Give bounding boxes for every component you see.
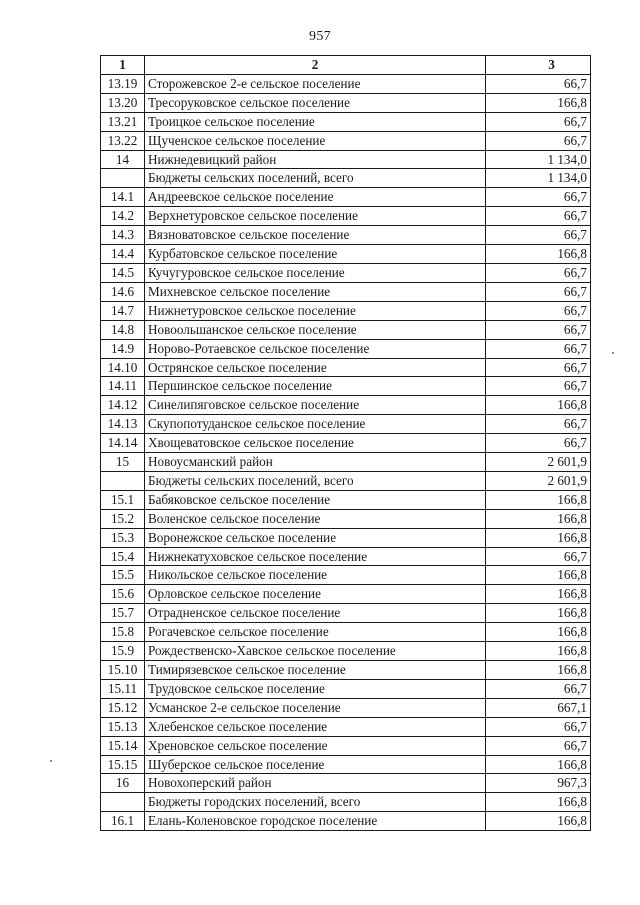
row-amount: 166,8 <box>486 528 591 547</box>
row-amount: 166,8 <box>486 245 591 264</box>
header-col-1: 1 <box>101 56 145 75</box>
row-number: 15.5 <box>101 566 145 585</box>
row-number: 16 <box>101 774 145 793</box>
row-number: 15.8 <box>101 623 145 642</box>
row-amount: 2 601,9 <box>486 471 591 490</box>
table-row <box>101 377 591 396</box>
row-amount: 66,7 <box>486 131 591 150</box>
table-row <box>101 698 591 717</box>
row-amount: 66,7 <box>486 717 591 736</box>
row-name: Никольское сельское поселение <box>145 566 486 585</box>
row-number: 14.12 <box>101 396 145 415</box>
row-number: 14 <box>101 150 145 169</box>
table-row <box>101 604 591 623</box>
row-name: Орловское сельское поселение <box>145 585 486 604</box>
row-number: 14.13 <box>101 415 145 434</box>
row-amount: 66,7 <box>486 226 591 245</box>
row-number: 14.1 <box>101 188 145 207</box>
row-number <box>101 471 145 490</box>
row-amount: 166,8 <box>486 793 591 812</box>
row-number: 15.3 <box>101 528 145 547</box>
row-name: Щученское сельское поселение <box>145 131 486 150</box>
row-name: Хлебенское сельское поселение <box>145 717 486 736</box>
row-name: Шуберское сельское поселение <box>145 755 486 774</box>
scan-speck <box>612 352 614 354</box>
row-name: Трудовское сельское поселение <box>145 679 486 698</box>
row-name: Нижнедевицкий район <box>145 150 486 169</box>
row-name: Хреновское сельское поселение <box>145 736 486 755</box>
row-name: Скупопотуданское сельское поселение <box>145 415 486 434</box>
table-row <box>101 207 591 226</box>
row-number: 15.11 <box>101 679 145 698</box>
row-name: Бабяковское сельское поселение <box>145 490 486 509</box>
row-amount: 1 134,0 <box>486 169 591 188</box>
row-amount: 166,8 <box>486 585 591 604</box>
row-name: Троицкое сельское поселение <box>145 112 486 131</box>
table-row <box>101 320 591 339</box>
table-row <box>101 188 591 207</box>
table-row <box>101 528 591 547</box>
row-number: 15.1 <box>101 490 145 509</box>
row-name: Тресоруковское сельское поселение <box>145 93 486 112</box>
table-row <box>101 623 591 642</box>
page-number: 957 <box>309 29 331 44</box>
table-row <box>101 282 591 301</box>
table-row <box>101 112 591 131</box>
row-number: 14.8 <box>101 320 145 339</box>
row-name: Верхнетуровское сельское поселение <box>145 207 486 226</box>
row-amount: 2 601,9 <box>486 453 591 472</box>
row-name: Рождественско-Хавское сельское поселение <box>145 642 486 661</box>
row-name: Новоольшанское сельское поселение <box>145 320 486 339</box>
table-row <box>101 339 591 358</box>
row-name: Воленское сельское поселение <box>145 509 486 528</box>
row-number: 13.20 <box>101 93 145 112</box>
table-row <box>101 585 591 604</box>
row-name: Кучугуровское сельское поселение <box>145 263 486 282</box>
row-amount: 166,8 <box>486 661 591 680</box>
row-number: 14.3 <box>101 226 145 245</box>
table-row <box>101 74 591 93</box>
table-row <box>101 245 591 264</box>
row-amount: 66,7 <box>486 736 591 755</box>
row-name: Бюджеты сельских поселений, всего <box>145 169 486 188</box>
table-row <box>101 547 591 566</box>
row-number: 13.22 <box>101 131 145 150</box>
row-amount: 66,7 <box>486 112 591 131</box>
row-amount: 166,8 <box>486 604 591 623</box>
row-amount: 166,8 <box>486 509 591 528</box>
row-amount: 66,7 <box>486 547 591 566</box>
row-amount: 66,7 <box>486 207 591 226</box>
row-number: 15.2 <box>101 509 145 528</box>
row-number: 16.1 <box>101 812 145 831</box>
row-number: 15.12 <box>101 698 145 717</box>
row-amount: 66,7 <box>486 339 591 358</box>
row-number: 14.4 <box>101 245 145 264</box>
row-number: 14.11 <box>101 377 145 396</box>
row-amount: 66,7 <box>486 377 591 396</box>
row-name: Нижнетуровское сельское поселение <box>145 301 486 320</box>
row-number: 13.21 <box>101 112 145 131</box>
row-number: 15.15 <box>101 755 145 774</box>
row-number: 14.14 <box>101 434 145 453</box>
row-name: Отрадненское сельское поселение <box>145 604 486 623</box>
row-amount: 667,1 <box>486 698 591 717</box>
table-row <box>101 93 591 112</box>
row-name: Нижнекатуховское сельское поселение <box>145 547 486 566</box>
row-name: Тимирязевское сельское поселение <box>145 661 486 680</box>
row-number: 15.9 <box>101 642 145 661</box>
table-row <box>101 774 591 793</box>
row-number: 15.4 <box>101 547 145 566</box>
row-name: Усманское 2-е сельское поселение <box>145 698 486 717</box>
row-name: Бюджеты городских поселений, всего <box>145 793 486 812</box>
table-row <box>101 453 591 472</box>
table-row <box>101 150 591 169</box>
table-row <box>101 717 591 736</box>
row-name: Синелипяговское сельское поселение <box>145 396 486 415</box>
table-row <box>101 793 591 812</box>
row-name: Бюджеты сельских поселений, всего <box>145 471 486 490</box>
row-name: Рогачевское сельское поселение <box>145 623 486 642</box>
row-amount: 66,7 <box>486 320 591 339</box>
table-row <box>101 679 591 698</box>
table-row <box>101 661 591 680</box>
table-row <box>101 434 591 453</box>
row-amount: 66,7 <box>486 679 591 698</box>
row-amount: 166,8 <box>486 93 591 112</box>
row-number <box>101 793 145 812</box>
row-name: Курбатовское сельское поселение <box>145 245 486 264</box>
row-amount: 166,8 <box>486 566 591 585</box>
row-amount: 66,7 <box>486 188 591 207</box>
table-row <box>101 263 591 282</box>
row-name: Хвощеватовское сельское поселение <box>145 434 486 453</box>
row-name: Вязноватовское сельское поселение <box>145 226 486 245</box>
table-row <box>101 301 591 320</box>
row-name: Першинское сельское поселение <box>145 377 486 396</box>
row-amount: 66,7 <box>486 301 591 320</box>
table-row <box>101 169 591 188</box>
table-row <box>101 509 591 528</box>
table-row <box>101 471 591 490</box>
row-name: Острянское сельское поселение <box>145 358 486 377</box>
row-number: 13.19 <box>101 74 145 93</box>
row-name: Норово-Ротаевское сельское поселение <box>145 339 486 358</box>
row-number: 14.5 <box>101 263 145 282</box>
table-row <box>101 812 591 831</box>
table-row <box>101 490 591 509</box>
table-row <box>101 642 591 661</box>
row-amount: 166,8 <box>486 490 591 509</box>
table-row <box>101 358 591 377</box>
row-number: 15.7 <box>101 604 145 623</box>
scan-speck <box>50 760 52 762</box>
row-name: Сторожевское 2-е сельское поселение <box>145 74 486 93</box>
row-amount: 166,8 <box>486 812 591 831</box>
row-number: 15 <box>101 453 145 472</box>
row-amount: 166,8 <box>486 642 591 661</box>
table-row <box>101 755 591 774</box>
row-amount: 166,8 <box>486 623 591 642</box>
row-amount: 66,7 <box>486 74 591 93</box>
row-amount: 66,7 <box>486 415 591 434</box>
row-number: 15.10 <box>101 661 145 680</box>
row-name: Михневское сельское поселение <box>145 282 486 301</box>
row-name: Елань-Коленовское городское поселение <box>145 812 486 831</box>
budget-table <box>100 55 591 831</box>
row-number: 15.13 <box>101 717 145 736</box>
row-name: Новоусманский район <box>145 453 486 472</box>
table-row <box>101 131 591 150</box>
row-name: Новохоперский район <box>145 774 486 793</box>
row-amount: 166,8 <box>486 396 591 415</box>
row-amount: 66,7 <box>486 358 591 377</box>
table-row <box>101 566 591 585</box>
header-col-2: 2 <box>145 56 486 75</box>
header-col-3: 3 <box>486 56 591 75</box>
row-number: 14.7 <box>101 301 145 320</box>
table-row <box>101 396 591 415</box>
table-header-row <box>101 56 591 75</box>
row-number: 14.6 <box>101 282 145 301</box>
row-number: 15.14 <box>101 736 145 755</box>
row-amount: 967,3 <box>486 774 591 793</box>
row-number: 14.10 <box>101 358 145 377</box>
row-number <box>101 169 145 188</box>
row-number: 15.6 <box>101 585 145 604</box>
row-number: 14.2 <box>101 207 145 226</box>
row-amount: 166,8 <box>486 755 591 774</box>
table-row <box>101 736 591 755</box>
table-row <box>101 226 591 245</box>
row-name: Андреевское сельское поселение <box>145 188 486 207</box>
table-row <box>101 415 591 434</box>
row-amount: 1 134,0 <box>486 150 591 169</box>
row-number: 14.9 <box>101 339 145 358</box>
row-name: Воронежское сельское поселение <box>145 528 486 547</box>
row-amount: 66,7 <box>486 263 591 282</box>
row-amount: 66,7 <box>486 434 591 453</box>
row-amount: 66,7 <box>486 282 591 301</box>
